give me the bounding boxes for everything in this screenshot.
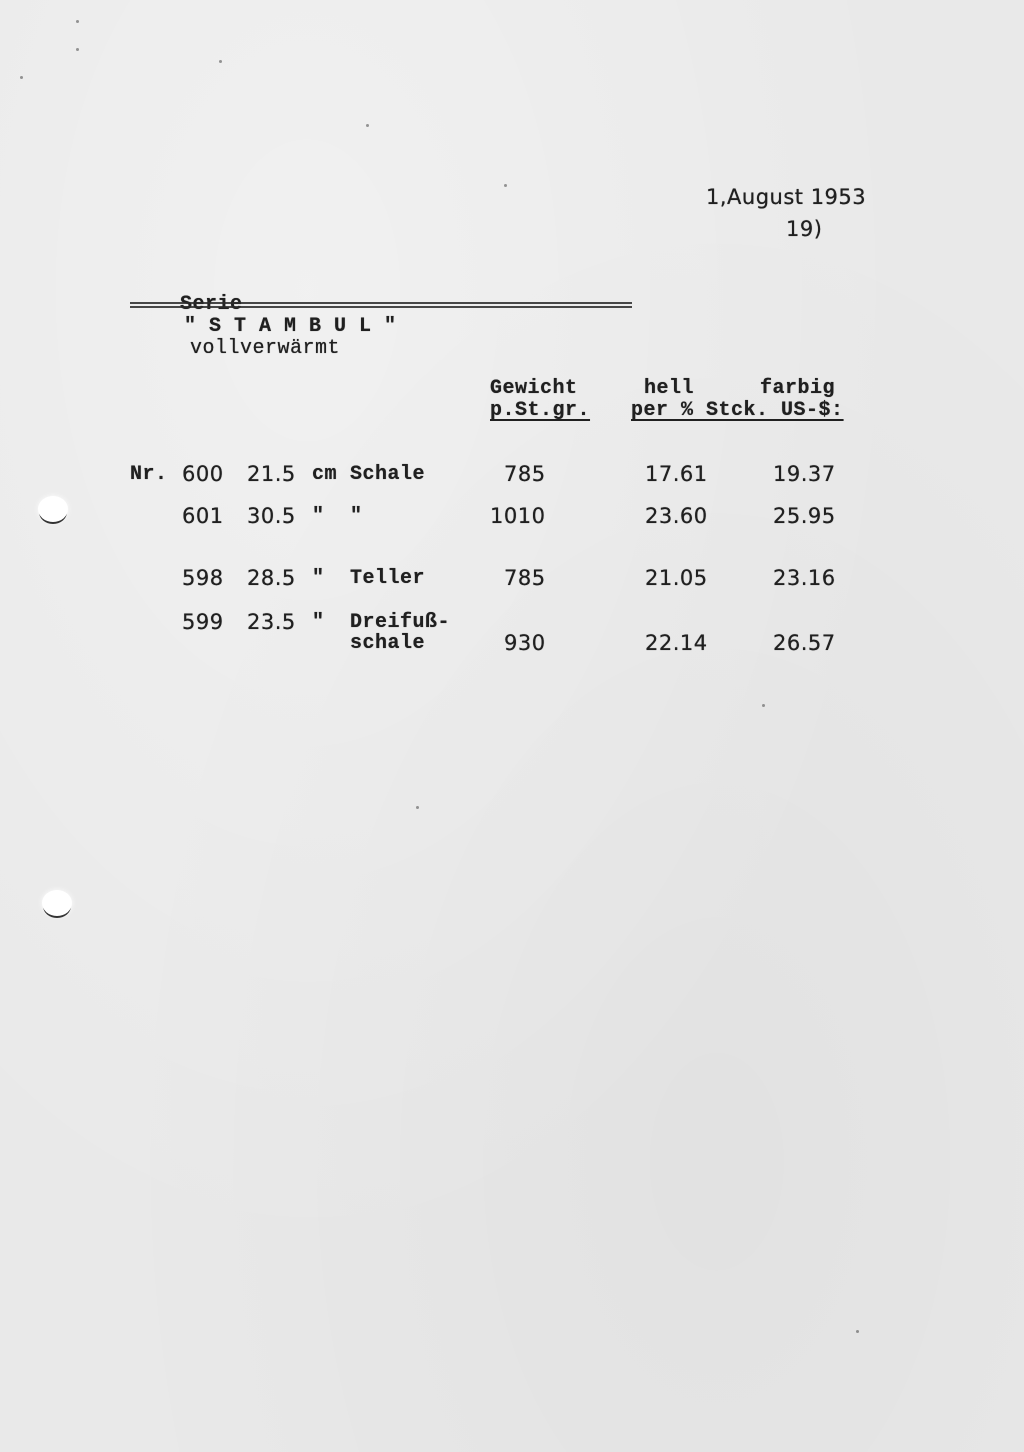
row-number: 598 [182,566,224,590]
row-light-price: 17.61 [645,462,708,486]
series-title [130,272,397,382]
paper-speck [762,704,765,707]
punch-hole-top [38,496,68,522]
row-number: 599 [182,610,224,634]
row-unit-ditto: " [312,567,325,590]
row-light-price: 23.60 [645,504,708,528]
row-item: Schale [350,463,426,486]
row-number: 601 [182,504,224,528]
paper-speck [504,184,507,187]
row-size: 23.5 [247,610,296,634]
row-prefix: Nr. [130,463,168,486]
paper-speck [76,20,79,23]
row-weight: 1010 [490,504,546,528]
punch-hole-bottom [42,890,72,916]
column-header-weight-line2: p.St.gr. [490,399,591,422]
row-weight: 785 [504,566,546,590]
row-item-ditto: " [350,505,363,528]
paper-speck [20,76,23,79]
row-colored-price: 23.16 [773,566,836,590]
row-size: 30.5 [247,504,296,528]
row-colored-price: 19.37 [773,462,836,486]
row-weight: 785 [504,462,546,486]
column-header-light: hell [644,377,695,400]
series-title-prefix: Serie [180,293,243,316]
row-weight: 930 [504,631,546,655]
row-size: 28.5 [247,566,296,590]
row-colored-price: 25.95 [773,504,836,528]
series-title-name: " S T A M B U L " [184,315,397,338]
page-number: 19) [786,217,823,241]
paper-speck [76,48,79,51]
row-colored-price: 26.57 [773,631,836,655]
row-item-line2: schale [350,632,426,655]
row-unit-ditto: " [312,505,325,528]
series-title-suffix: vollverwärmt [190,337,341,360]
paper-speck [366,124,369,127]
row-item: Teller [350,567,426,590]
document-date: 1,August 1953 [706,185,867,209]
row-unit-ditto: " [312,611,325,634]
paper-speck [219,60,222,63]
paper-speck [856,1330,859,1333]
column-header-weight-line1: Gewicht [490,377,578,400]
row-item: Dreifuß- [350,611,451,634]
row-number: 600 [182,462,224,486]
row-light-price: 21.05 [645,566,708,590]
paper-speck [416,806,419,809]
title-double-underline [130,302,632,308]
row-size: 21.5 [247,462,296,486]
row-unit: cm [312,463,338,486]
column-header-colored: farbig [760,377,836,400]
row-light-price: 22.14 [645,631,708,655]
column-header-price-unit: per % Stck. US-$: [631,399,844,422]
